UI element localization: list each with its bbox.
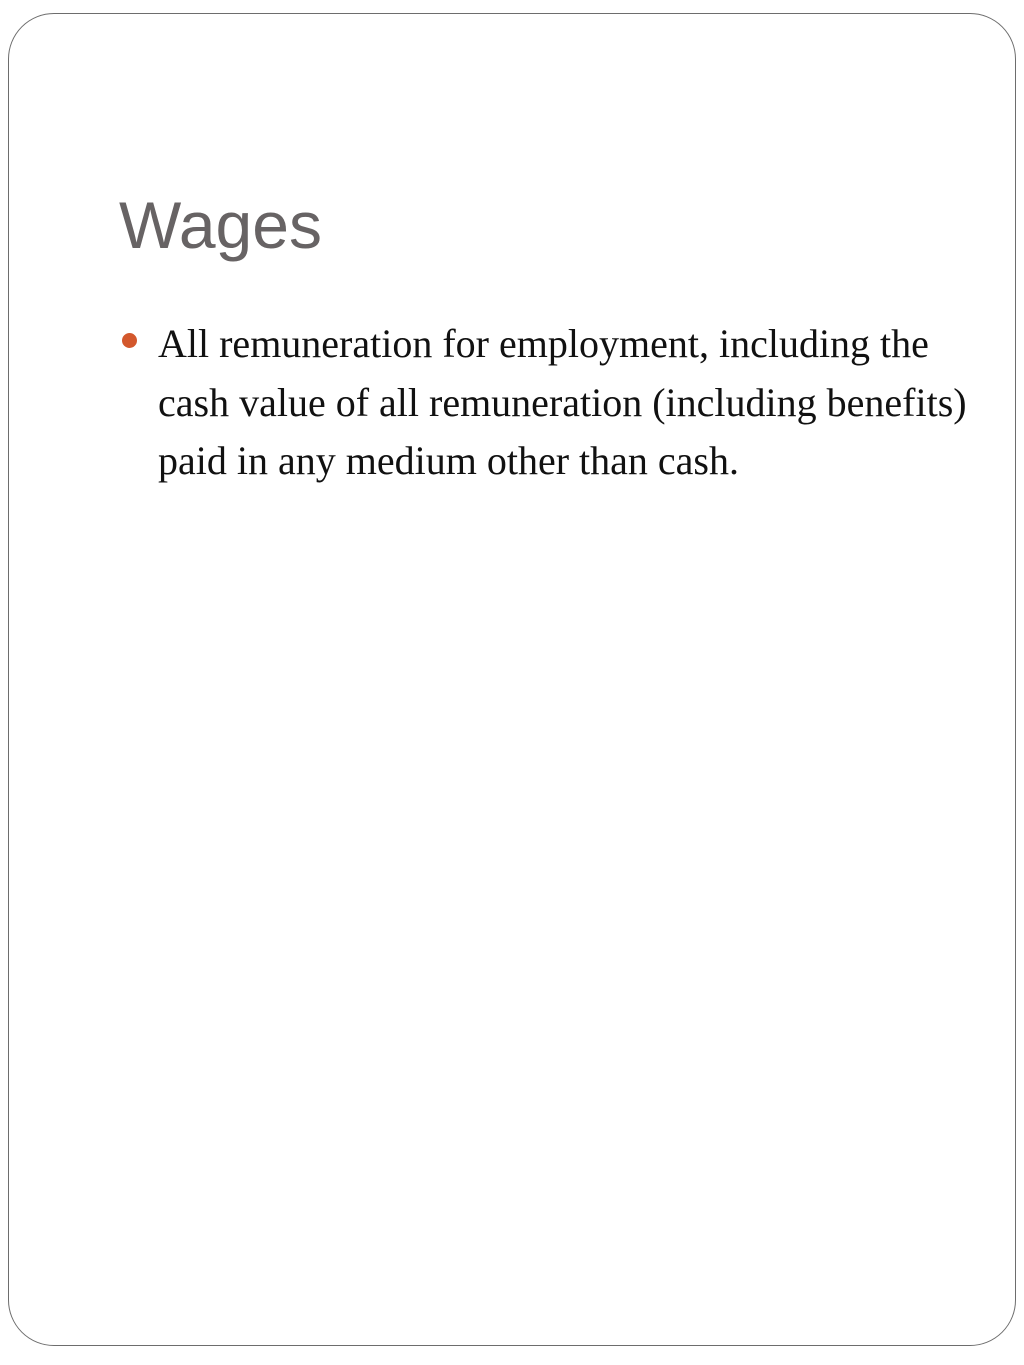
slide-title: Wages <box>119 188 322 262</box>
slide <box>8 13 1016 1346</box>
bullet-text: All remuneration for employment, including the cash value of all remuneration (including benefits) paid in any medium other than cash. <box>158 321 967 483</box>
bullet-item <box>119 315 969 491</box>
bullet-list <box>119 315 969 491</box>
bullet-dot-icon <box>122 333 137 348</box>
